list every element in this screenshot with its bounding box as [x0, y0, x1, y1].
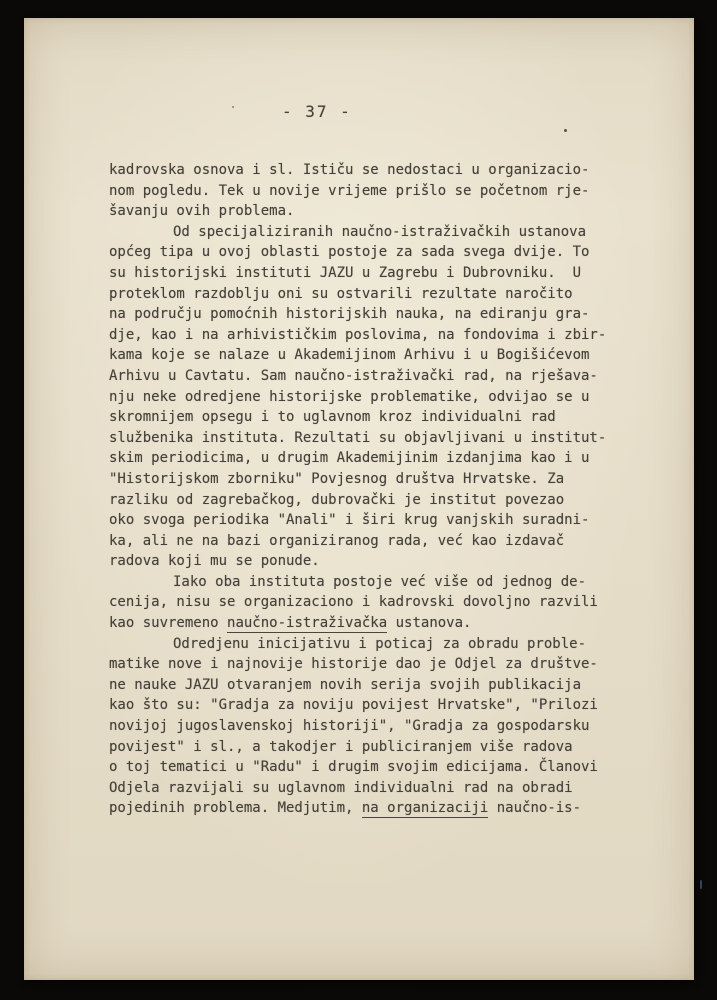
- text-segment: oko svoga periodika "Anali" i širi krug vanjskih suradni-: [109, 512, 590, 529]
- text-segment: cenija, nisu se organizaciono i kadrovski dovoljno razvili: [109, 594, 598, 611]
- text-line: [109, 304, 629, 325]
- text-segment: dje, kao i na arhivističkim poslovima, na fondovima i zbir-: [109, 326, 607, 343]
- page-number: - 37 -: [282, 102, 352, 121]
- text-segment: proteklom razdoblju oni su ostvarili rezultate naročito: [109, 285, 573, 302]
- text-segment: šavanju ovih problema.: [109, 203, 295, 220]
- text-segment: ne nauke JAZU otvaranjem novih serija svojih publikacija: [109, 676, 582, 693]
- text-segment: službenika instituta. Rezultati su objavljivani u institut-: [109, 429, 607, 446]
- text-segment: o toj tematici u "Radu" i drugim svojim edicijama. Članovi: [109, 759, 598, 776]
- text-line: [109, 634, 629, 655]
- text-line: [109, 407, 629, 428]
- text-line: [109, 737, 629, 758]
- text-segment: pojedinih problema. Medjutim,: [109, 800, 362, 817]
- text-segment: novijoj jugoslavenskoj historiji", "Gradja za gospodarsku: [109, 718, 590, 735]
- text-line: [109, 242, 629, 263]
- text-segment: "Historijskom zborniku" Povjesnog društva Hrvatske. Za: [109, 470, 565, 487]
- scan-fiber-mark: [700, 880, 702, 889]
- text-line: [109, 222, 629, 243]
- text-segment: matike nove i najnovije historije dao je Odjel za društve-: [109, 656, 598, 673]
- text-line: [109, 592, 629, 613]
- text-line: [109, 551, 629, 572]
- text-line: [109, 201, 629, 222]
- text-line: [109, 757, 629, 778]
- text-segment: su historijski instituti JAZU u Zagrebu i Dubrovniku. U: [109, 264, 582, 281]
- text-line: [109, 345, 629, 366]
- text-segment: nju neke odredjene historijske problematike, odvijao se u: [109, 388, 590, 405]
- text-segment: Od specijaliziranih naučno-istraživačkih ustanova: [173, 223, 587, 240]
- text-line: [109, 510, 629, 531]
- text-line: [109, 428, 629, 449]
- text-line: [109, 798, 629, 819]
- text-segment: Odredjenu inicijativu i poticaj za obradu proble-: [173, 635, 587, 652]
- text-segment: Iako oba instituta postoje već više od jednog de-: [173, 573, 587, 590]
- text-line: [109, 490, 629, 511]
- scan-speck: [564, 129, 567, 132]
- text-segment: naučno-is-: [488, 800, 582, 817]
- text-segment: Odjela razvijali su uglavnom individualni rad na obradi: [109, 779, 573, 796]
- text-line: [109, 716, 629, 737]
- text-segment: kao suvremeno: [109, 615, 228, 632]
- text-segment: kao što su: "Gradja za noviju povijest Hrvatske", "Prilozi: [109, 697, 598, 714]
- text-line: [109, 778, 629, 799]
- text-segment: općeg tipa u ovoj oblasti postoje za sada svega dvije. To: [109, 244, 590, 261]
- text-line: [109, 387, 629, 408]
- document-body-text: [109, 160, 629, 819]
- text-line: [109, 263, 629, 284]
- text-segment: Arhivu u Cavtatu. Sam naučno-istraživački rad, na rješava-: [109, 367, 598, 384]
- text-line: [109, 572, 629, 593]
- text-segment: kadrovska osnova i sl. Ističu se nedostaci u organizacio-: [109, 162, 590, 178]
- text-segment: razliku od zagrebačkog, dubrovački je institut povezao: [109, 491, 565, 508]
- scan-speck: [232, 106, 234, 108]
- text-segment: povijest" i sl., a takodjer i publiciranjem više radova: [109, 738, 573, 755]
- text-line: [109, 531, 629, 552]
- text-line: [109, 325, 629, 346]
- text-line: [109, 654, 629, 675]
- text-line: [109, 284, 629, 305]
- document-page: [24, 18, 694, 980]
- text-line: [109, 675, 629, 696]
- text-line: [109, 366, 629, 387]
- text-segment: skromnijem opsegu i to uglavnom kroz individualni rad: [109, 409, 556, 426]
- text-line: [109, 695, 629, 716]
- text-segment: ustanova.: [387, 615, 472, 632]
- text-segment: nom pogledu. Tek u novije vrijeme prišlo se početnom rje-: [109, 182, 590, 199]
- text-segment: skim periodicima, u drugim Akademijinim izdanjima kao i u: [109, 450, 590, 467]
- text-line: [109, 613, 629, 634]
- text-segment: na području pomoćnih historijskih nauka, na ediranju gra-: [109, 306, 590, 323]
- text-line: [109, 448, 629, 469]
- text-segment: ka, ali ne na bazi organiziranog rada, već kao izdavač: [109, 532, 565, 549]
- underlined-text: na organizaciji: [361, 800, 489, 817]
- text-line: [109, 469, 629, 490]
- text-segment: radova koji mu se ponude.: [109, 553, 320, 570]
- text-segment: kama koje se nalaze u Akademijinom Arhivu i u Bogišićevom: [109, 347, 590, 364]
- text-line: [109, 181, 629, 202]
- text-line: [109, 160, 629, 181]
- underlined-text: naučno-istraživačka: [227, 615, 388, 632]
